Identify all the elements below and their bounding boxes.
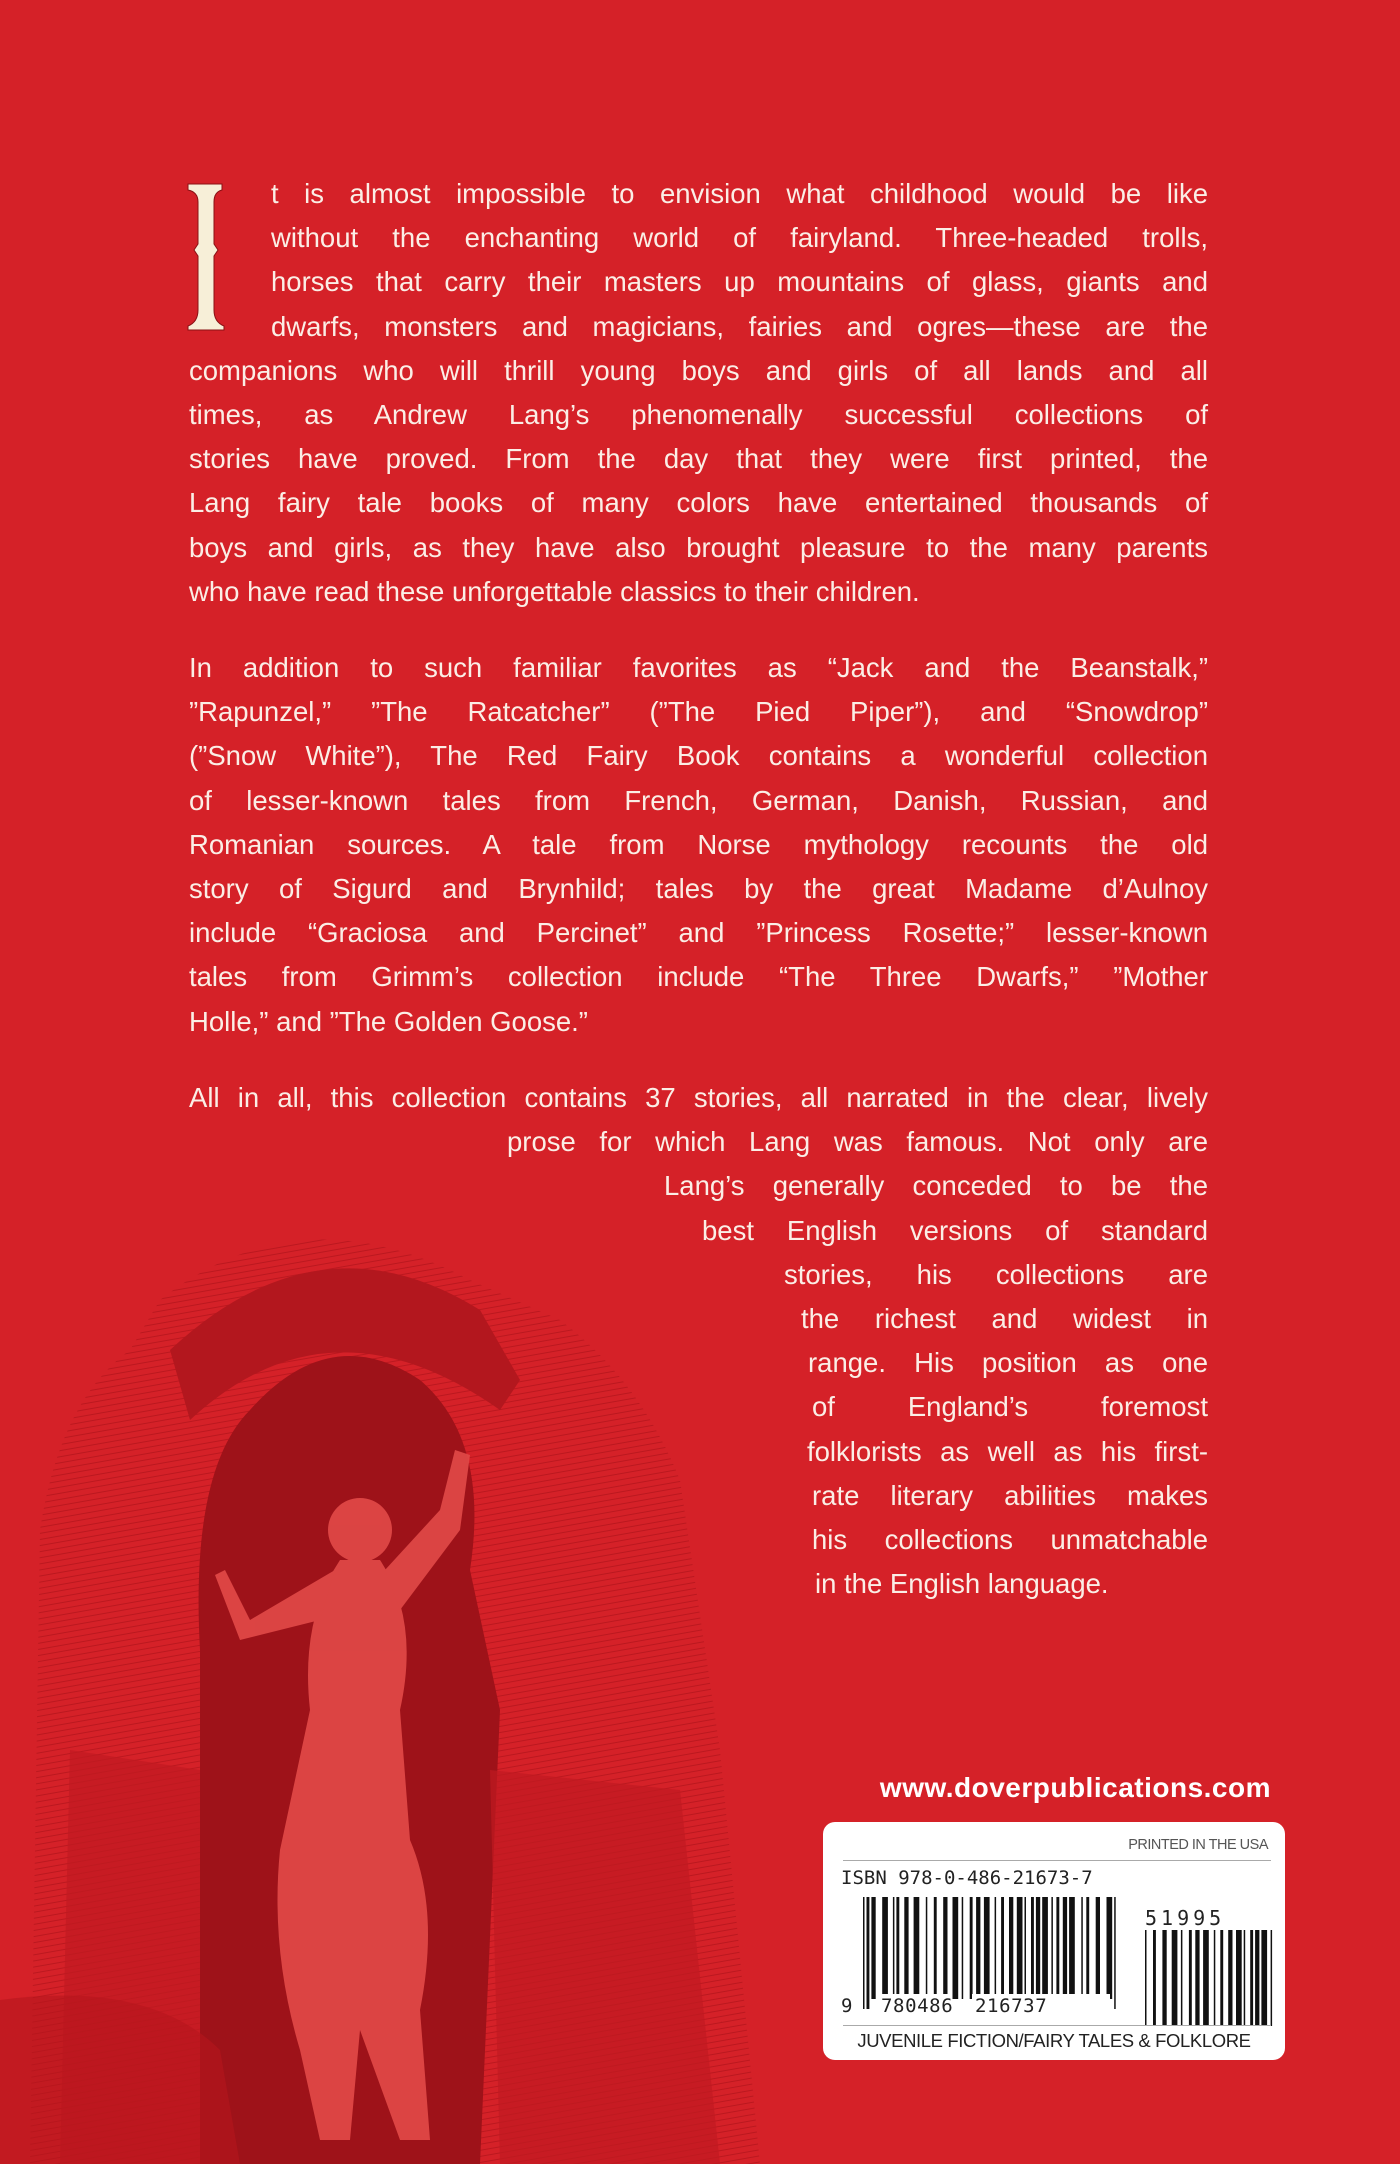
barcode-bar bbox=[867, 1897, 870, 2009]
text-line: rate literary abilities makes bbox=[812, 1479, 1208, 1511]
text-line: prose for which Lang was famous. Not only are bbox=[507, 1126, 1208, 1158]
barcode-bar bbox=[1081, 1897, 1083, 1999]
barcode-bar bbox=[1086, 1897, 1089, 1999]
category-label: JUVENILE FICTION/FAIRY TALES & FOLKLORE bbox=[857, 2030, 1251, 2051]
barcode-bar bbox=[1017, 1897, 1023, 1999]
text-line: times, as Andrew Lang’s phenomenally successful collections of bbox=[189, 398, 1208, 430]
barcode-bar bbox=[1244, 1930, 1246, 2026]
text-line: boys and girls, as they have also brought pleasure to the many parents bbox=[189, 531, 1208, 563]
barcode-bar bbox=[1096, 1897, 1100, 1999]
text-line: horses that carry their masters up mountains of glass, giants and bbox=[271, 266, 1208, 298]
text-line: Romanian sources. A tale from Norse mythology recounts the old bbox=[189, 828, 1208, 860]
text-line: ”Rapunzel,” ”The Ratcatcher” (”The Pied Piper”), and “Snowdrop” bbox=[189, 696, 1208, 728]
barcode-bar bbox=[1261, 1930, 1267, 2026]
barcode-bar bbox=[1001, 1897, 1004, 1999]
second-paragraph bbox=[189, 646, 1208, 1044]
barcode-digits-right: 216737 bbox=[975, 1995, 1048, 2017]
barcode-digit-lead: 9 bbox=[841, 1995, 853, 2017]
barcode-bar bbox=[943, 1897, 947, 1999]
barcode-bar bbox=[1172, 1930, 1178, 2026]
text-line: Holle,” and ”The Golden Goose.” bbox=[189, 1005, 588, 1037]
barcode-bar bbox=[1069, 1897, 1075, 1999]
barcode-bar bbox=[1042, 1897, 1048, 1999]
text-line: stories, his collections are bbox=[784, 1258, 1208, 1290]
barcode-bar bbox=[970, 1897, 973, 1999]
publisher-website-link[interactable]: www.doverpublications.com bbox=[879, 1772, 1271, 1803]
text-line: story of Sigurd and Brynhild; tales by the great Madame d’Aulnoy bbox=[189, 872, 1208, 904]
barcode-bar bbox=[1025, 1897, 1027, 1999]
barcode-bar bbox=[1181, 1930, 1183, 2026]
barcode-bar bbox=[1236, 1930, 1242, 2026]
divider bbox=[843, 2025, 1271, 2026]
text-line: without the enchanting world of fairyland. Three-headed trolls, bbox=[271, 222, 1208, 254]
third-paragraph bbox=[189, 1076, 1208, 1606]
barcode-bar bbox=[984, 1897, 990, 1999]
text-line: range. His position as one bbox=[808, 1347, 1208, 1379]
text-line: include “Graciosa and Percinet” and ”Princess Rosette;” lesser-known bbox=[189, 917, 1208, 949]
barcode-bar bbox=[976, 1897, 980, 1999]
price-code: 51995 bbox=[1145, 1906, 1226, 1930]
barcode-bar bbox=[1051, 1897, 1053, 1999]
text-line: best English versions of standard bbox=[702, 1214, 1208, 1246]
barcode-bar bbox=[1145, 1930, 1147, 2026]
isbn-number: ISBN 978-0-486-21673-7 bbox=[841, 1867, 1093, 1889]
text-line: folklorists as well as his first- bbox=[807, 1435, 1208, 1467]
barcode-bar bbox=[1220, 1930, 1223, 2026]
barcode-bar bbox=[995, 1897, 997, 1999]
text-line: In addition to such familiar favorites as “Jack and the Beanstalk,” bbox=[189, 652, 1208, 683]
text-line: who have read these unforgettable classics to their children. bbox=[189, 575, 920, 607]
barcode-bar bbox=[1189, 1930, 1192, 2026]
barcode-bar bbox=[1031, 1897, 1034, 1999]
text-line: his collections unmatchable bbox=[812, 1523, 1208, 1555]
barcode-bar bbox=[962, 1897, 964, 1999]
barcode-bar bbox=[1063, 1897, 1067, 1999]
text-line: (”Snow White”), The Red Fairy Book contains a wonderful collection bbox=[189, 740, 1208, 772]
intro-paragraph bbox=[189, 172, 1208, 614]
text-line: t is almost impossible to envision what childhood would be like bbox=[271, 178, 1208, 209]
barcode-bar bbox=[1009, 1897, 1013, 1999]
barcode-bar bbox=[1107, 1897, 1113, 1999]
barcode-bar bbox=[882, 1897, 888, 1999]
barcode-bar bbox=[1153, 1930, 1156, 2026]
barcode-bar bbox=[926, 1897, 928, 1999]
barcode-bar bbox=[1228, 1930, 1232, 2026]
barcode-bar bbox=[863, 1897, 865, 2009]
barcode-bar bbox=[1214, 1930, 1216, 2026]
printed-in-label: PRINTED IN THE USA bbox=[1128, 1837, 1268, 1853]
barcode-bar bbox=[934, 1897, 937, 1999]
text-line: tales from Grimm’s collection include “The Three Dwarfs,” ”Mother bbox=[189, 961, 1208, 993]
barcode-bar bbox=[896, 1897, 899, 1999]
text-line: stories have proved. From the day that they were first printed, the bbox=[189, 443, 1208, 475]
text-line: Lang’s generally conceded to be the bbox=[664, 1170, 1208, 1202]
barcode-digits-left: 780486 bbox=[881, 1995, 954, 2017]
barcode-bar bbox=[1114, 1897, 1116, 2009]
barcode-bar bbox=[1036, 1897, 1040, 1999]
barcode-bar bbox=[904, 1897, 908, 1999]
text-line: of England’s foremost bbox=[812, 1391, 1208, 1423]
text-line: the richest and widest in bbox=[801, 1302, 1208, 1334]
text-line: companions who will thrill young boys and girls of all lands and all bbox=[189, 354, 1208, 386]
barcode-bar bbox=[1271, 1930, 1273, 2026]
text-line: of lesser-known tales from French, German, Danish, Russian, and bbox=[189, 784, 1208, 816]
barcode-bar bbox=[914, 1897, 920, 1999]
barcode-bar bbox=[953, 1897, 959, 1999]
barcode-bar bbox=[1250, 1930, 1253, 2026]
text-line: Lang fairy tale books of many colors have entertained thousands of bbox=[189, 487, 1208, 519]
text-line: All in all, this collection contains 37 stories, all narrated in the clear, lively bbox=[189, 1082, 1208, 1113]
text-line: dwarfs, monsters and magicians, fairies and ogres—these are the bbox=[271, 310, 1208, 342]
text-line: in the English language. bbox=[815, 1568, 1109, 1600]
barcode-bar bbox=[1056, 1897, 1059, 1999]
barcode-bar bbox=[1255, 1930, 1259, 2026]
barcode-bar bbox=[1195, 1930, 1199, 2026]
barcode-bar bbox=[893, 1897, 895, 1999]
barcode-bar bbox=[1203, 1930, 1209, 2026]
barcode-panel bbox=[823, 1822, 1285, 2060]
barcode-bar bbox=[1162, 1930, 1166, 2026]
barcode-bar bbox=[871, 1897, 875, 1999]
